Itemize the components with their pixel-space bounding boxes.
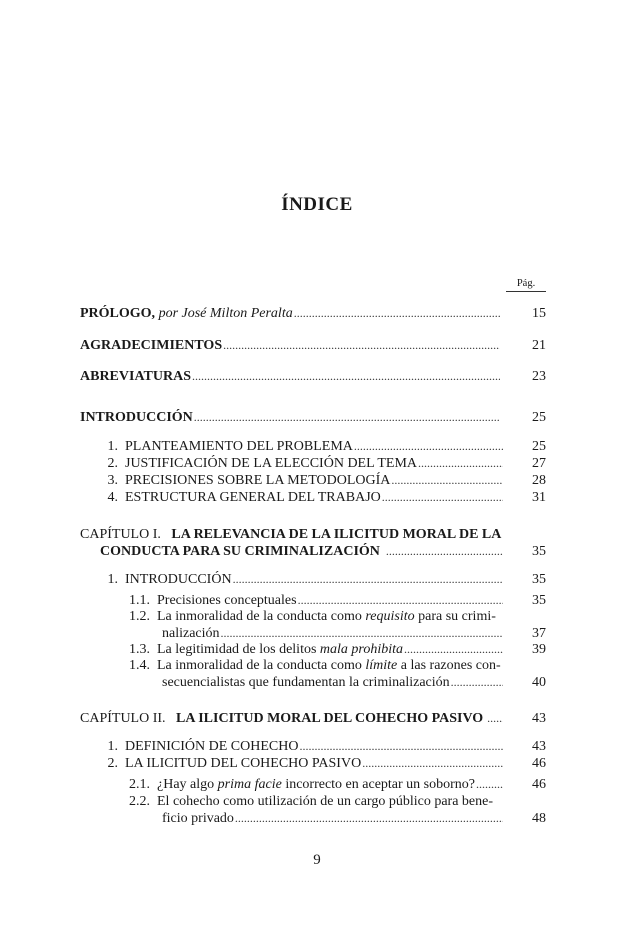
chapter-2-prefix: CAPÍTULO II. bbox=[80, 711, 166, 726]
toc-entry-cap1-1-3[interactable] bbox=[126, 641, 503, 658]
dot-leader bbox=[194, 409, 500, 426]
item-label-pre: ¿Hay algo bbox=[157, 777, 218, 792]
item-label-emphasis: mala prohibita bbox=[319, 642, 404, 657]
item-number: 2.2. bbox=[129, 794, 150, 809]
item-number: 1. bbox=[107, 572, 118, 587]
toc-entry-cap1-1-2[interactable] bbox=[126, 608, 496, 625]
page-number: 21 bbox=[532, 338, 546, 353]
item-label: ESTRUCTURA GENERAL DEL TRABAJO bbox=[125, 490, 381, 505]
item-label-post: incorrecto en aceptar un soborno? bbox=[281, 777, 476, 792]
item-label-post: para su crimi- bbox=[414, 609, 496, 624]
introduccion-label: INTRODUCCIÓN bbox=[80, 410, 193, 425]
prologo-label: PRÓLOGO, bbox=[80, 306, 156, 321]
dot-leader bbox=[294, 305, 500, 322]
item-number: 1.4. bbox=[129, 658, 150, 673]
dot-leader bbox=[223, 337, 500, 354]
item-label-emphasis: requisito bbox=[365, 609, 415, 624]
page-number: 40 bbox=[532, 675, 546, 690]
page-number: 31 bbox=[532, 490, 546, 505]
item-number: 2.1. bbox=[129, 777, 150, 792]
item-label: PRECISIONES SOBRE LA METODOLOGÍA bbox=[125, 473, 391, 488]
item-label: DEFINICIÓN DE COHECHO bbox=[125, 739, 299, 754]
toc-entry-agradecimientos[interactable] bbox=[80, 337, 500, 354]
agradecimientos-label: AGRADECIMIENTOS bbox=[80, 338, 223, 353]
toc-entry-introduccion[interactable] bbox=[80, 409, 500, 426]
page-number: 37 bbox=[532, 626, 546, 641]
toc-entry-intro-4[interactable] bbox=[100, 489, 503, 506]
item-label-post: a las razones con- bbox=[397, 658, 501, 673]
toc-entry-intro-2[interactable] bbox=[100, 455, 503, 472]
toc-entry-cap1-1-4-cont[interactable] bbox=[162, 674, 503, 691]
toc-entry-cap1-1-2-cont[interactable] bbox=[162, 625, 503, 642]
item-label-continuation: nalización bbox=[162, 626, 220, 641]
toc-entry-intro-3[interactable] bbox=[100, 472, 503, 489]
dot-leader bbox=[221, 625, 503, 642]
item-number: 4. bbox=[107, 490, 118, 505]
item-number: 1.2. bbox=[129, 609, 150, 624]
item-label: Precisiones conceptuales bbox=[157, 593, 297, 608]
page-number: 15 bbox=[532, 306, 546, 321]
dot-leader bbox=[391, 472, 503, 489]
chapter-1-heading[interactable] bbox=[80, 526, 501, 543]
item-label: JUSTIFICACIÓN DE LA ELECCIÓN DEL TEMA bbox=[125, 456, 418, 471]
item-label-pre: La inmoralidad de la conducta como bbox=[157, 609, 366, 624]
page-number: 35 bbox=[532, 572, 546, 587]
item-number: 1.3. bbox=[129, 642, 150, 657]
item-number: 2. bbox=[107, 756, 118, 771]
page-number: 46 bbox=[532, 777, 546, 792]
item-label: PLANTEAMIENTO DEL PROBLEMA bbox=[125, 439, 353, 454]
dot-leader bbox=[235, 810, 503, 827]
dot-leader bbox=[476, 776, 503, 793]
page-number: 43 bbox=[532, 739, 546, 754]
dot-leader bbox=[418, 455, 503, 472]
item-label-continuation: secuencialistas que fundamentan la criminalización bbox=[162, 675, 450, 690]
toc-entry-cap1-1[interactable] bbox=[100, 571, 503, 588]
footer-page-number: 9 bbox=[313, 852, 321, 868]
page-number: 25 bbox=[532, 439, 546, 454]
page-number: 23 bbox=[532, 369, 546, 384]
dot-leader bbox=[233, 571, 503, 588]
page-number: 25 bbox=[532, 410, 546, 425]
toc-entry-abreviaturas[interactable] bbox=[80, 368, 500, 385]
dot-leader bbox=[386, 543, 503, 560]
item-number: 1. bbox=[107, 739, 118, 754]
page-number: 43 bbox=[532, 711, 546, 726]
dot-leader bbox=[404, 641, 503, 658]
abreviaturas-label: ABREVIATURAS bbox=[80, 369, 191, 384]
toc-entry-cap2-2-2[interactable] bbox=[126, 793, 493, 810]
item-label-pre: La inmoralidad de la conducta como bbox=[157, 658, 366, 673]
chapter-1-title-line2: CONDUCTA PARA SU CRIMINALIZACIÓN bbox=[100, 544, 380, 559]
dot-leader bbox=[298, 592, 503, 609]
item-number: 1.1. bbox=[129, 593, 150, 608]
chapter-1-heading-line2[interactable] bbox=[100, 543, 503, 560]
page-number: 35 bbox=[532, 593, 546, 608]
chapter-2-heading[interactable] bbox=[80, 710, 503, 727]
item-label-emphasis: prima facie bbox=[217, 777, 282, 792]
dot-leader bbox=[354, 438, 503, 455]
chapter-2-title: LA ILICITUD MORAL DEL COHECHO PASIVO bbox=[176, 711, 484, 726]
item-label-pre: La legitimidad de los delitos bbox=[157, 642, 320, 657]
dot-leader bbox=[192, 368, 500, 385]
toc-entry-cap1-1-4[interactable] bbox=[126, 657, 501, 674]
page-column-label: Pág. bbox=[506, 278, 546, 292]
page-number: 48 bbox=[532, 811, 546, 826]
page-number: 28 bbox=[532, 473, 546, 488]
page-number: 39 bbox=[532, 642, 546, 657]
toc-entry-cap1-1-1[interactable] bbox=[126, 592, 503, 609]
toc-entry-cap2-2[interactable] bbox=[100, 755, 503, 772]
toc-entry-cap2-1[interactable] bbox=[100, 738, 503, 755]
toc-entry-prologo[interactable] bbox=[80, 305, 500, 322]
toc-entry-intro-1[interactable] bbox=[100, 438, 503, 455]
dot-leader bbox=[382, 489, 503, 506]
item-label-continuation: ficio privado bbox=[162, 811, 234, 826]
dot-leader bbox=[487, 710, 503, 727]
page-number: 35 bbox=[532, 544, 546, 559]
page-number: 46 bbox=[532, 756, 546, 771]
prologo-author: por José Milton Peralta bbox=[158, 306, 293, 321]
dot-leader bbox=[362, 755, 503, 772]
dot-leader bbox=[299, 738, 503, 755]
chapter-1-title-line1: LA RELEVANCIA DE LA ILICITUD MORAL DE LA bbox=[171, 527, 502, 542]
page-title: ÍNDICE bbox=[281, 194, 353, 215]
item-label: LA ILICITUD DEL COHECHO PASIVO bbox=[125, 756, 362, 771]
dot-leader bbox=[451, 674, 503, 691]
item-number: 2. bbox=[107, 456, 118, 471]
item-label: INTRODUCCIÓN bbox=[125, 572, 232, 587]
page-number: 27 bbox=[532, 456, 546, 471]
toc-entry-cap2-2-2-cont[interactable] bbox=[162, 810, 503, 827]
item-label-emphasis: límite bbox=[365, 658, 398, 673]
item-label: El cohecho como utilización de un cargo público para bene- bbox=[157, 794, 493, 809]
item-number: 1. bbox=[107, 439, 118, 454]
item-number: 3. bbox=[107, 473, 118, 488]
chapter-1-prefix: CAPÍTULO I. bbox=[80, 527, 161, 542]
toc-entry-cap2-2-1[interactable] bbox=[126, 776, 503, 793]
